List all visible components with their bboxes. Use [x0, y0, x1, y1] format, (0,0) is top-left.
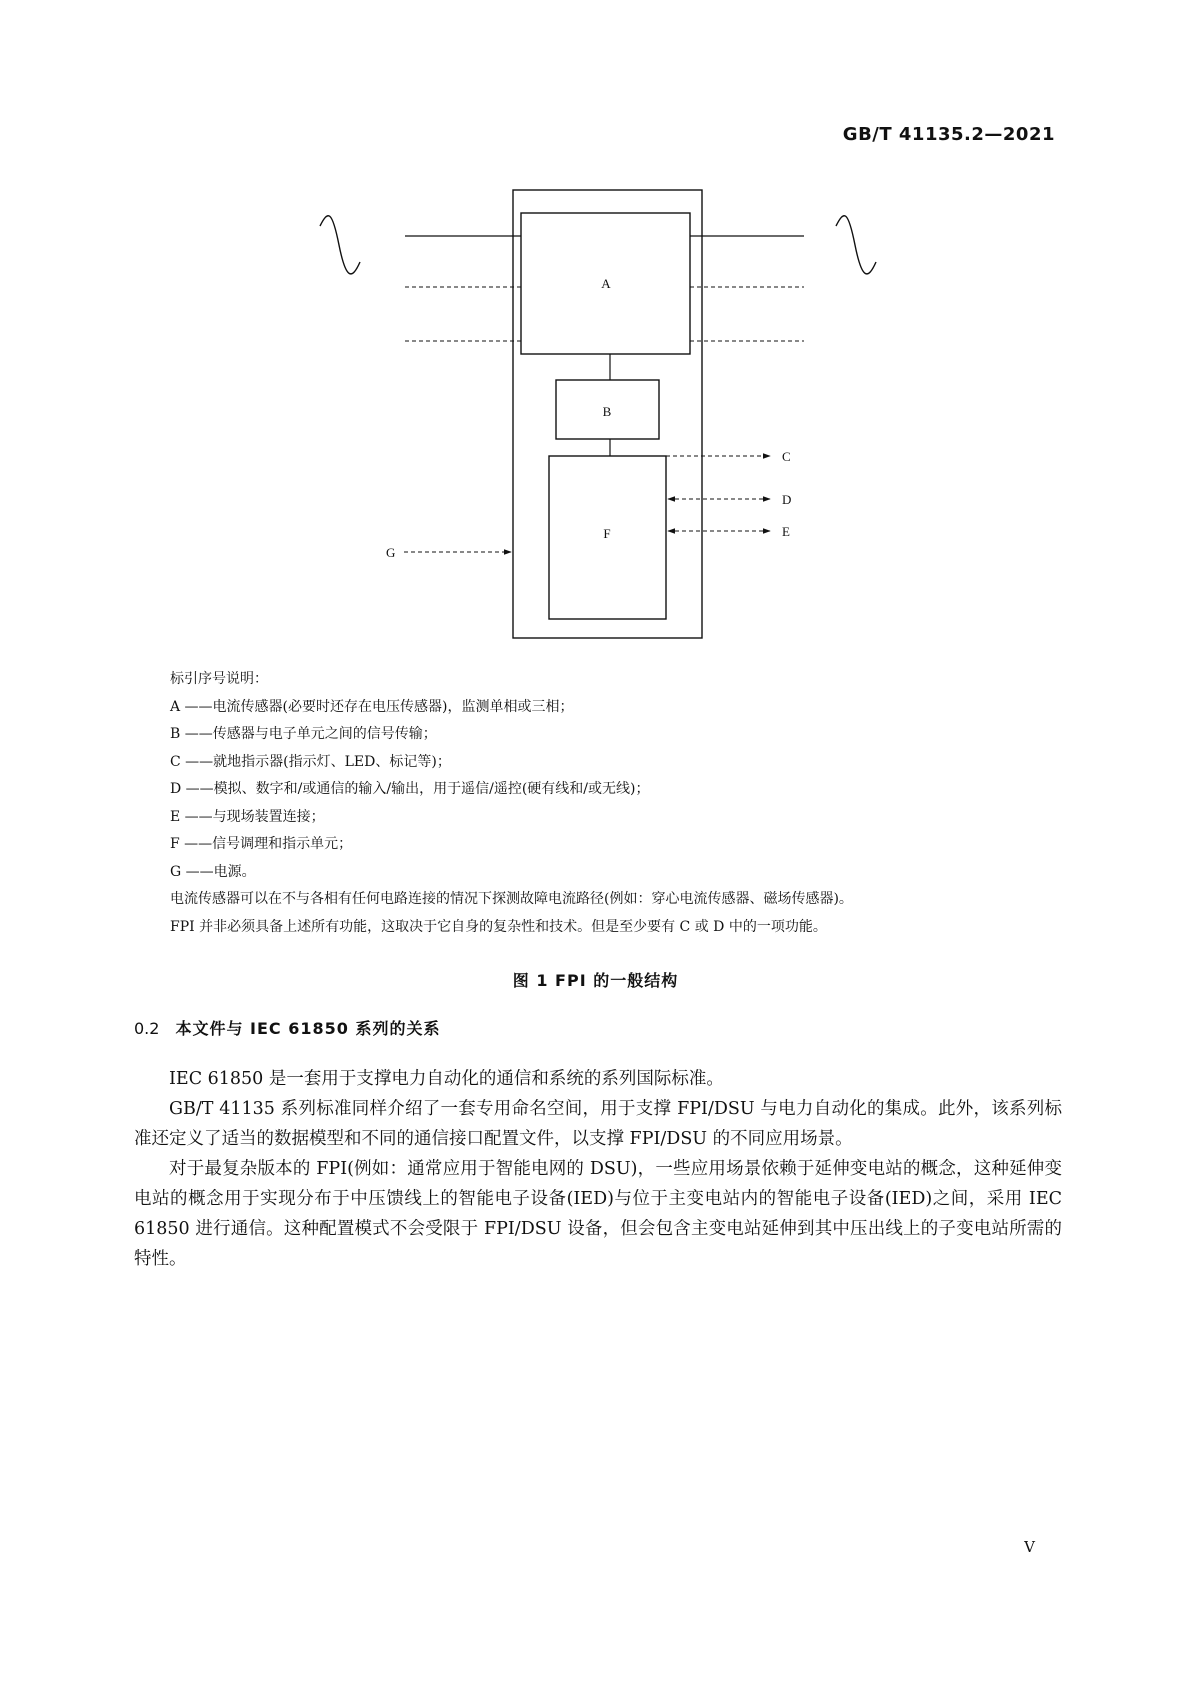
section-title: 本文件与 IEC 61850 系列的关系 — [175, 1019, 441, 1038]
legend-item-a: A ——电流传感器(必要时还存在电压传感器)，监测单相或三相； — [170, 698, 574, 715]
section-number: 0.2 — [134, 1019, 160, 1038]
port-g-label: G — [386, 545, 396, 560]
body-paragraph: IEC 61850 是一套用于支撑电力自动化的通信和系统的系列国际标准。 — [169, 1069, 724, 1089]
port-d-label: D — [782, 492, 792, 507]
port-c-label: C — [782, 449, 791, 464]
legend-item-e: E ——与现场装置连接； — [170, 808, 325, 825]
fpi-structure-diagram — [0, 0, 1191, 660]
block-a-label: A — [601, 276, 611, 291]
figure-note-2: FPI 并非必须具备上述所有功能，这取决于它自身的复杂性和技术。但是至少要有 C 或 D 中的一项功能。 — [170, 918, 827, 935]
sine-left-icon — [320, 216, 360, 274]
figure-note-1: 电流传感器可以在不与各相有任何电路连接的情况下探测故障电流路径(例如：穿心电流传感器、磁场传感器)。 — [170, 891, 853, 907]
document-code: GB/T 41135.2—2021 — [842, 124, 1055, 145]
figure-caption: 图 1 FPI 的一般结构 — [512, 971, 679, 990]
block-f-label: F — [603, 526, 611, 541]
page-number: V — [1024, 1538, 1035, 1556]
port-e-label: E — [782, 524, 790, 539]
block-b-label: B — [602, 404, 612, 419]
body-paragraph: 对于最复杂版本的 FPI(例如：通常应用于智能电网的 DSU)，一些应用场景依赖于延伸变电站的概念，这种延伸变电站的概念用于实现分布于中压馈线上的智能电子设备(IED)与位于主变电站内的智能电子设备(IED)之间，采用 IEC 61850 进行通信。这种配置模式不会受限于 FPI/DSU 设备，但会包含主变电站延伸到其中压出线上的子变电站所需的特性。 — [134, 1159, 1062, 1269]
legend-item-b: B ——传感器与电子单元之间的信号传输； — [170, 726, 437, 742]
legend-title: 标引序号说明： — [170, 671, 268, 687]
section-heading — [134, 1016, 440, 1039]
sine-right-icon — [836, 216, 876, 274]
legend-item-d: D ——模拟、数字和/或通信的输入/输出，用于遥信/遥控(硬有线和/或无线)； — [170, 781, 650, 797]
legend-item-c: C ——就地指示器(指示灯、LED、标记等)； — [170, 753, 451, 770]
section-body — [134, 1064, 1062, 1274]
legend-item-f: F ——信号调理和指示单元； — [170, 836, 353, 852]
body-paragraph: GB/T 41135 系列标准同样介绍了一套专用命名空间，用于支撑 FPI/DSU 与电力自动化的集成。此外，该系列标准还定义了适当的数据模型和不同的通信接口配置文件，以支撑 FPI/DSU 的不同应用场景。 — [134, 1099, 1062, 1149]
legend-item-g: G ——电源。 — [170, 863, 256, 880]
figure-legend — [170, 666, 1070, 941]
